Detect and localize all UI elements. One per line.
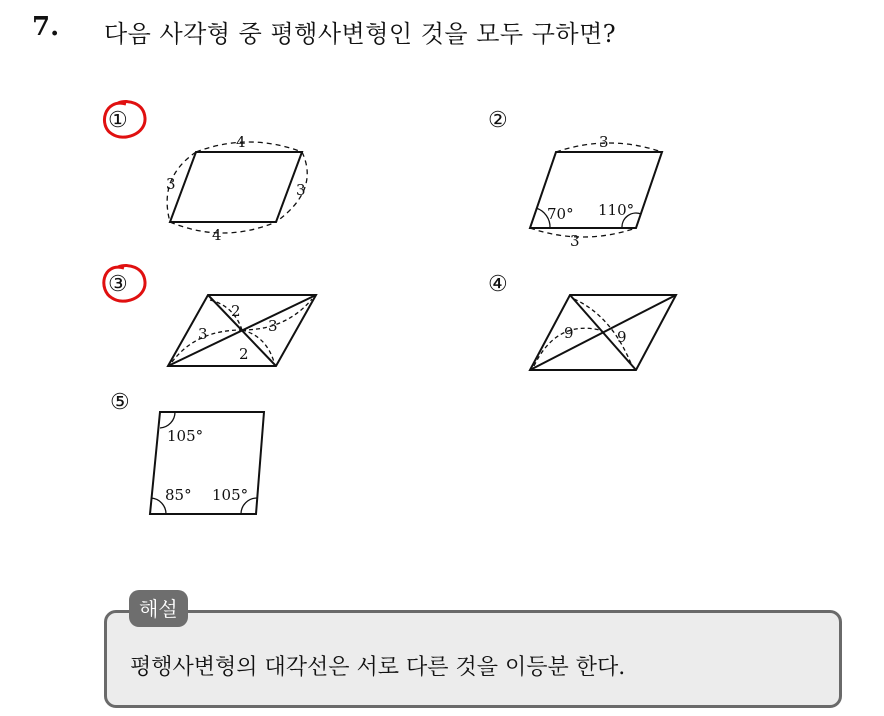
option-1[interactable] — [104, 102, 307, 244]
option-1-label-top: 4 — [236, 133, 246, 151]
option-5-marker: ⑤ — [110, 390, 130, 415]
option-5[interactable] — [110, 390, 264, 514]
option-5-label-bottom-right-angle: 105° — [212, 486, 249, 504]
question-number: 7. — [32, 12, 60, 42]
option-5-label-top-angle: 105° — [167, 427, 204, 445]
solution-tag: 해설 — [129, 590, 188, 627]
option-4-marker: ④ — [488, 272, 508, 297]
option-2-label-angle-right: 110° — [598, 201, 635, 219]
option-3-marker: ③ — [108, 272, 128, 297]
parallelogram-1 — [170, 152, 302, 222]
question-text: 다음 사각형 중 평행사변형인 것을 모두 구하면? — [104, 20, 617, 48]
option-1-label-left: 3 — [166, 175, 176, 193]
option-2[interactable] — [488, 108, 662, 250]
option-4-label-right: 9 — [617, 328, 627, 346]
option-3-label-right: 3 — [268, 317, 278, 335]
option-4-label-left: 9 — [564, 324, 574, 342]
option-2-label-angle-left: 70° — [547, 205, 574, 223]
solution-text: 평행사변형의 대각선은 서로 다른 것을 이등분 한다. — [130, 655, 626, 680]
option-1-label-bottom: 4 — [212, 226, 222, 244]
option-3-label-lower: 2 — [239, 345, 249, 363]
option-1-label-right: 3 — [296, 181, 306, 199]
option-4[interactable] — [488, 272, 676, 370]
option-5-label-bottom-left-angle: 85° — [165, 486, 192, 504]
option-2-label-top: 3 — [599, 133, 609, 151]
option-3-label-left: 3 — [198, 325, 208, 343]
option-3[interactable] — [104, 266, 316, 366]
option-3-label-upper: 2 — [231, 302, 241, 320]
option-1-marker: ① — [108, 108, 128, 133]
option-2-label-bottom: 3 — [570, 232, 580, 250]
option-2-marker: ② — [488, 108, 508, 133]
